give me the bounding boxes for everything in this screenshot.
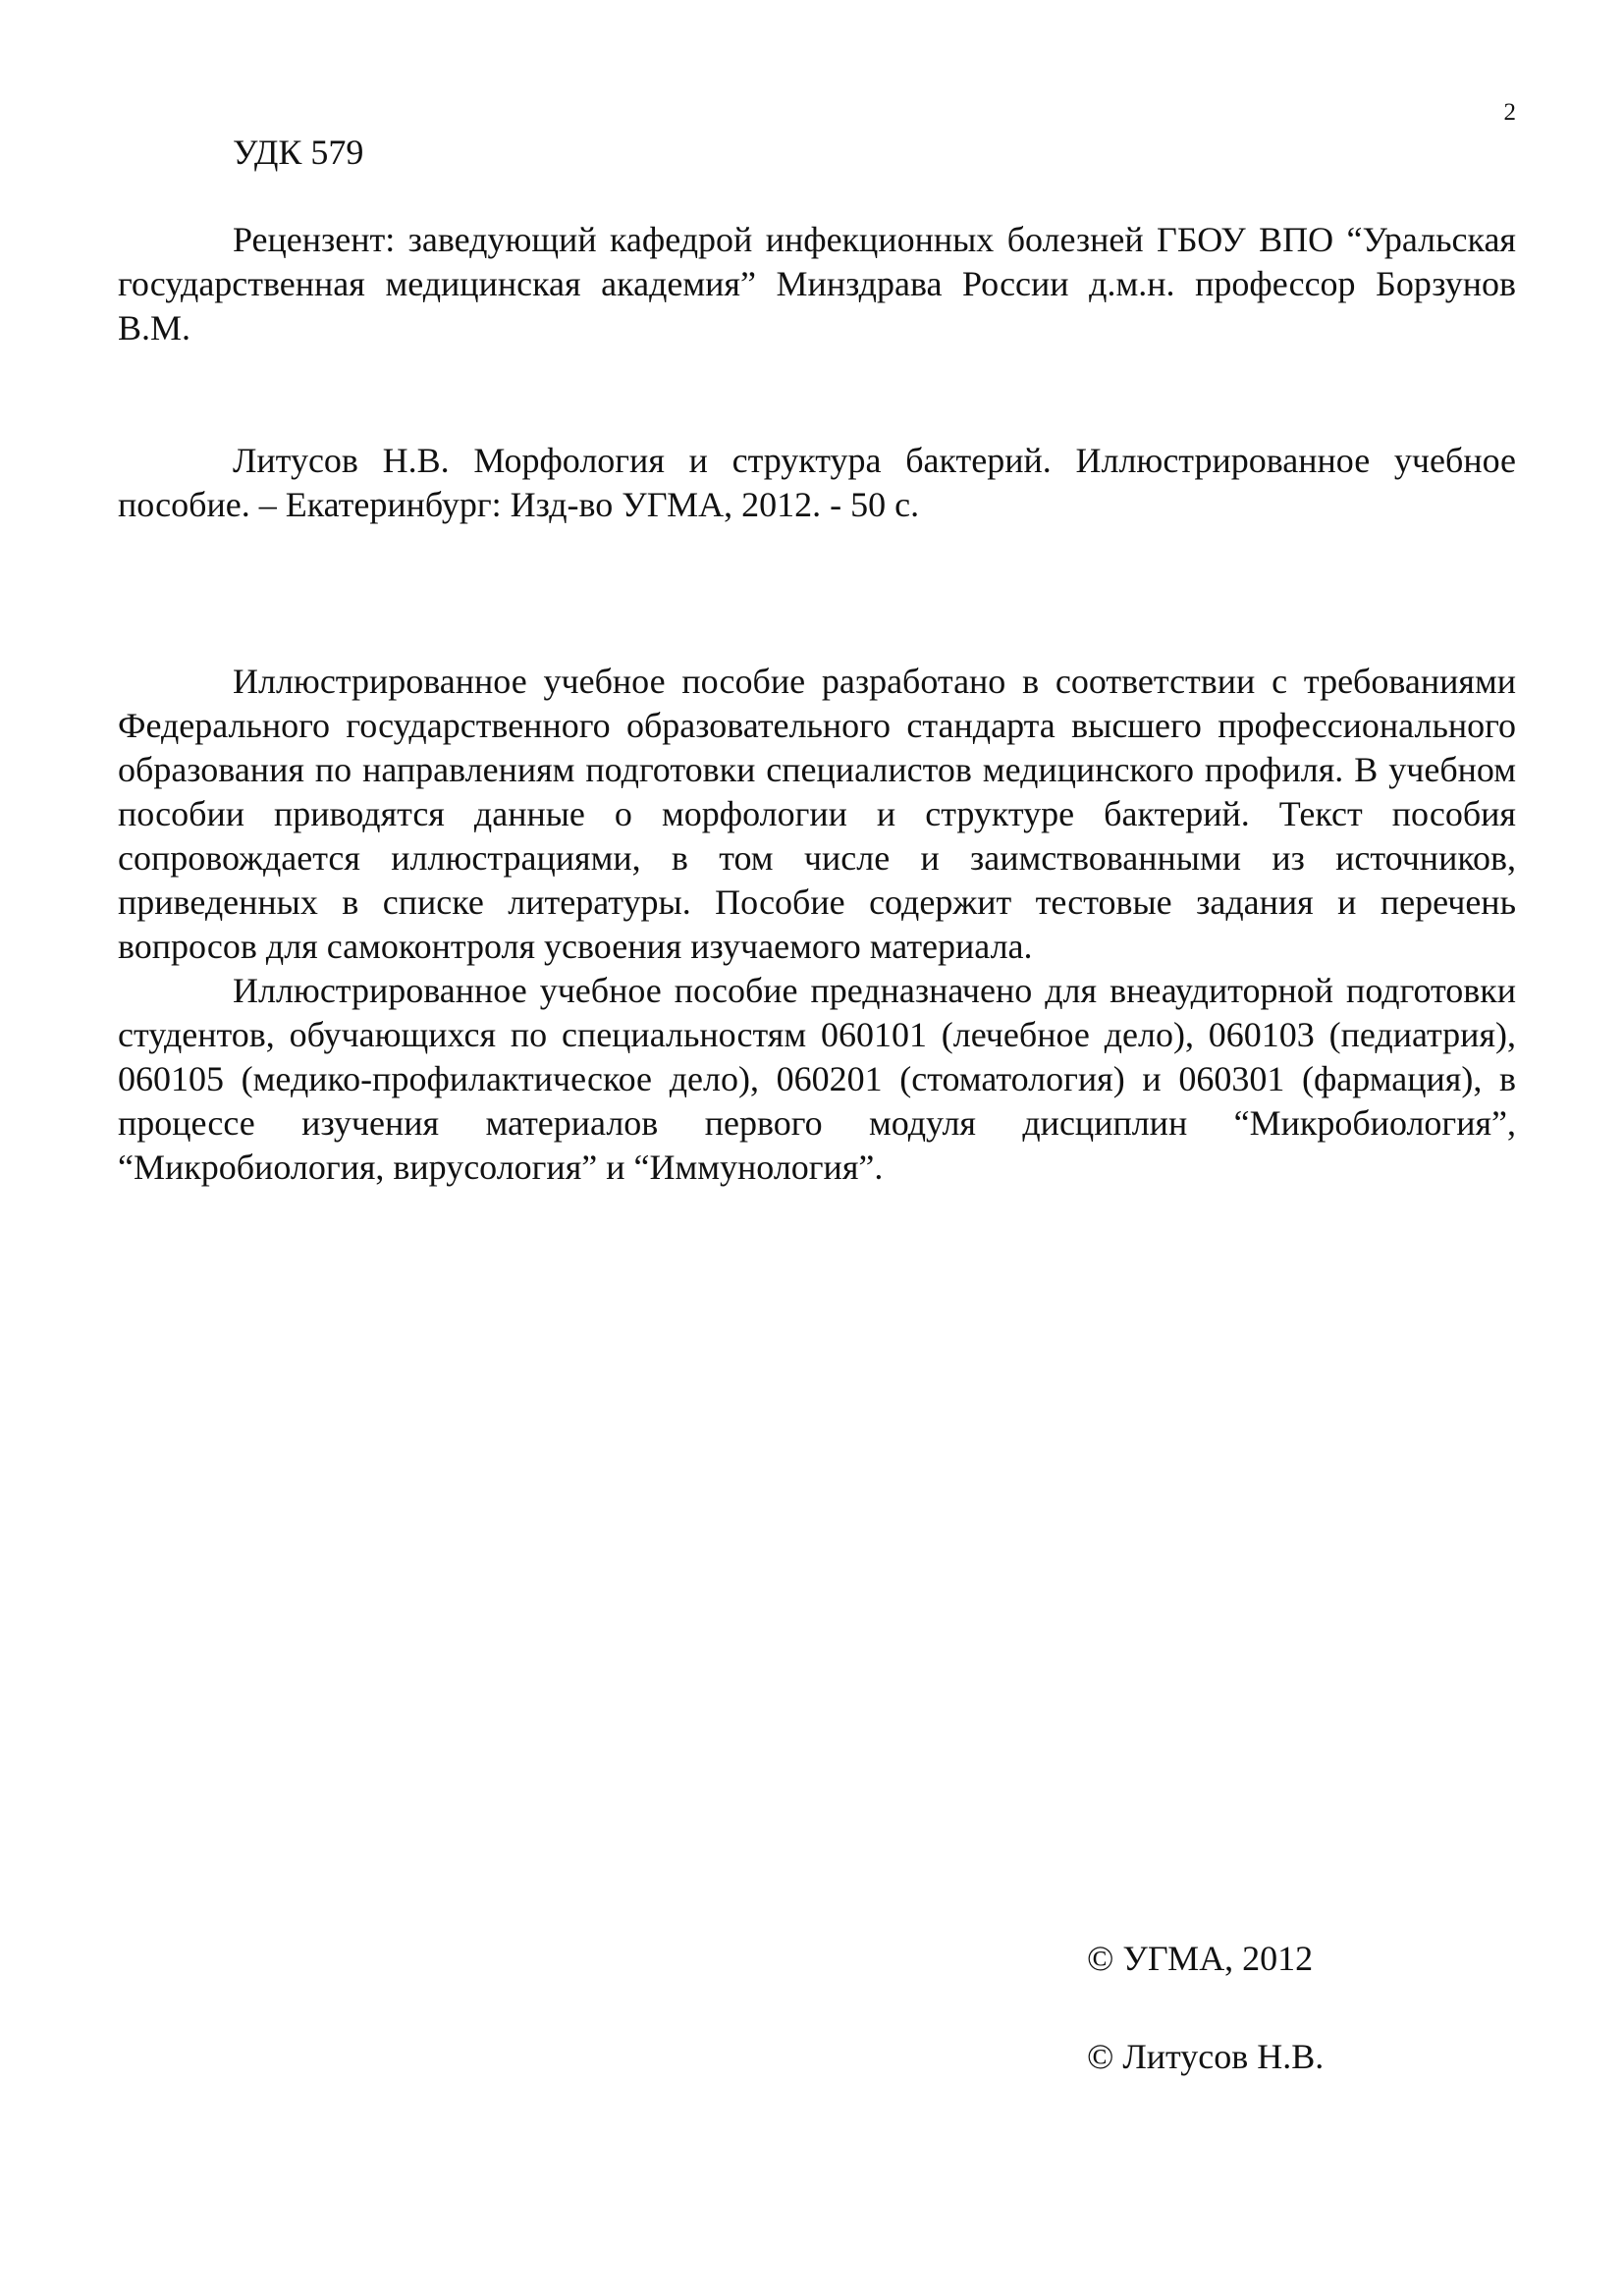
copyright-author: © Литусов Н.В. (1087, 2037, 1325, 2076)
abstract-paragraph-2: Иллюстрированное учебное пособие предназначено для внеаудиторной подготовки студентов, обучающихся по специальностям 060101 (лечебное дело), 060103 (педиатрия), 060105 (медико-профилактическое дело), 060201 (стоматология) и 060301 (фармация), в процессе изучения материалов первого модуля дисциплин “Микробиология”, “Микробиология, вирусология” и “Иммунология”. (118, 971, 1516, 1187)
page-number: 2 (1503, 99, 1516, 126)
reviewer-paragraph: Рецензент: заведующий кафедрой инфекционных болезней ГБОУ ВПО “Уральская государственная медицинская академия” Минздрава России д.м.н. профессор Борзунов В.М. (118, 220, 1516, 347)
citation-paragraph: Литусов Н.В. Морфология и структура бактерий. Иллюстрированное учебное пособие. – Екатеринбург: Изд-во УГМА, 2012. - 50 с. (118, 441, 1516, 524)
citation-block (118, 439, 1516, 527)
reviewer-block (118, 218, 1516, 350)
abstract-paragraph-1: Иллюстрированное учебное пособие разработано в соответствии с требованиями Федерального государственного образовательного стандарта высшего профессионального образования по направлениям подготовки специалистов медицинского профиля. В учебном пособии приводятся данные о морфологии и структуре бактерий. Текст пособия сопровождается иллюстрациями, в том числе и заимствованными из источников, приведенных в списке литературы. Пособие содержит тестовые задания и перечень вопросов для самоконтроля усвоения изучаемого материала. (118, 662, 1516, 966)
abstract-block (118, 660, 1516, 1190)
copyright-ugma: © УГМА, 2012 (1087, 1939, 1314, 1978)
udk-code: УДК 579 (233, 133, 364, 172)
